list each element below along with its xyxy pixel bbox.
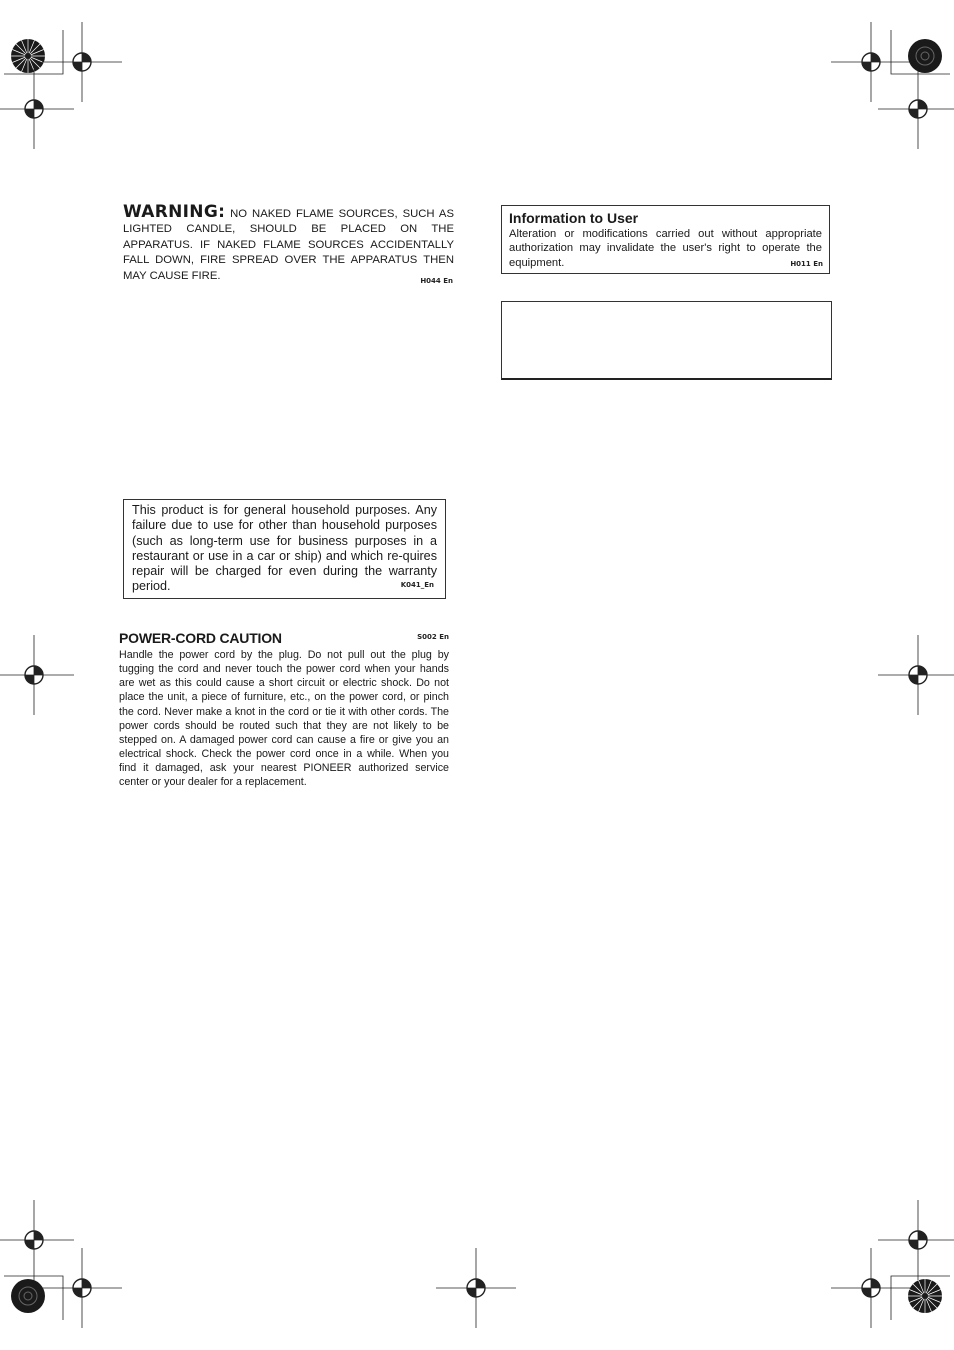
household-use-code: K041_En (400, 580, 434, 589)
warning-notice (123, 202, 454, 284)
power-cord-caution-title: POWER-CORD CAUTION (119, 630, 282, 646)
warning-text: NO NAKED FLAME SOURCES, SUCH AS LIGHTED CANDLE, SHOULD BE PLACED ON THE APPARATUS. IF NAKED FLAME SOURCES ACCIDENTALLY FALL DOWN, FIRE SPREAD OVER THE APPARATUS THEN MAY CAUSE FIRE. (123, 208, 454, 282)
household-use-text: This product is for general household purposes. Any failure due to use for other than household purposes (such as long-term use for business purposes in a restaurant or use in a car or ship) and which re-quires repair will be charged for even during the warranty period. (132, 503, 437, 594)
warning-code: H044 En (420, 277, 453, 285)
information-to-user-code: H011 En (790, 260, 823, 268)
power-cord-caution-code: S002 En (417, 633, 449, 641)
power-cord-caution-body: Handle the power cord by the plug. Do not pull out the plug by tugging the cord and never touch the power cord when your hands are wet as this could cause a short circuit or electric shock. Do not place the unit, a piece of furniture, etc., on the power cord, or pinch the cord. Never make a knot in the cord or tie it with other cords. The power cords should be routed such that they are not likely to be stepped on. A damaged power cord can cause a fire or give you an electrical shock. Check the power cord once in a while. When you find it damaged, ask your nearest PIONEER authorized service center or your dealer for a replacement. (119, 649, 449, 789)
warning-label: WARNING: (123, 202, 226, 222)
information-to-user-body: Alteration or modifications carried out without appropriate authorization may invalidate the user's right to operate the equipment. (509, 228, 822, 269)
information-to-user-title: Information to User (509, 210, 639, 226)
household-use-notice (123, 499, 446, 599)
information-to-user-box (501, 205, 830, 274)
empty-notice-box (501, 301, 832, 380)
